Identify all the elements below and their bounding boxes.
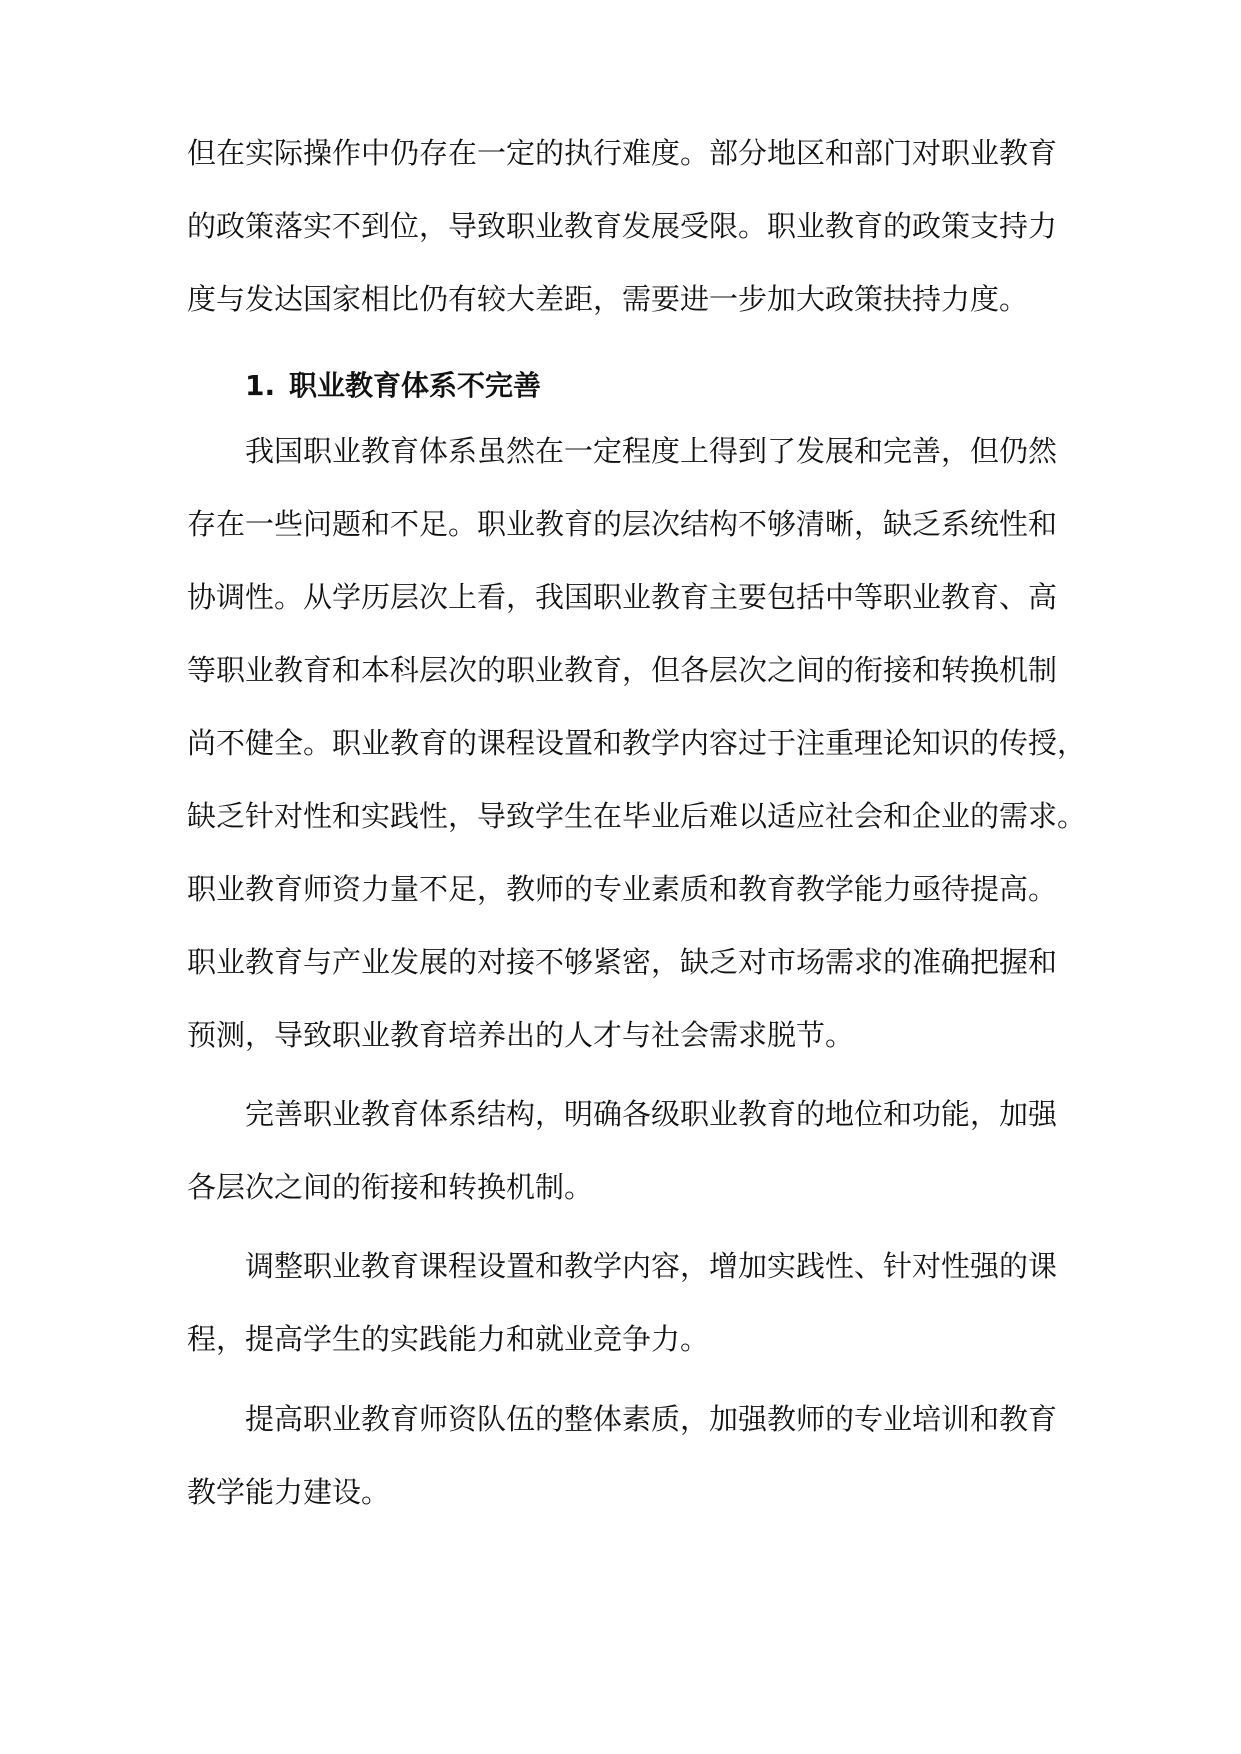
paragraph-2-line-1: 完善职业教育体系结构，明确各级职业教育的地位和功能，加强 xyxy=(245,1097,1058,1131)
paragraph-1-line-2: 存在一些问题和不足。职业教育的层次结构不够清晰，缺乏系统性和 xyxy=(187,507,1058,541)
paragraph-1-line-8: 职业教育与产业发展的对接不够紧密，缺乏对市场需求的准确把握和 xyxy=(187,945,1058,979)
paragraph-1-line-6: 缺乏针对性和实践性，导致学生在毕业后难以适应社会和企业的需求。 xyxy=(187,799,1087,833)
section-heading-number: 1. xyxy=(245,369,276,402)
paragraph-2-line-2: 各层次之间的衔接和转换机制。 xyxy=(187,1170,594,1204)
paragraph-3-line-1: 调整职业教育课程设置和教学内容，增加实践性、针对性强的课 xyxy=(245,1249,1058,1283)
paragraph-1-line-7: 职业教育师资力量不足，教师的专业素质和教育教学能力亟待提高。 xyxy=(187,872,1058,906)
paragraph-4-line-1: 提高职业教育师资队伍的整体素质，加强教师的专业培训和教育 xyxy=(245,1402,1058,1436)
section-heading-title: 职业教育体系不完善 xyxy=(289,369,542,402)
intro-line-3: 度与发达国家相比仍有较大差距，需要进一步加大政策扶持力度。 xyxy=(187,282,1029,316)
paragraph-4-line-2: 教学能力建设。 xyxy=(187,1475,391,1509)
paragraph-1-line-4: 等职业教育和本科层次的职业教育，但各层次之间的衔接和转换机制 xyxy=(187,653,1058,687)
paragraph-1-line-1: 我国职业教育体系虽然在一定程度上得到了发展和完善，但仍然 xyxy=(245,434,1058,468)
paragraph-1-line-9: 预测，导致职业教育培养出的人才与社会需求脱节。 xyxy=(187,1018,855,1052)
intro-line-2: 的政策落实不到位，导致职业教育发展受限。职业教育的政策支持力 xyxy=(187,209,1058,243)
intro-line-1: 但在实际操作中仍存在一定的执行难度。部分地区和部门对职业教育 xyxy=(187,136,1058,170)
paragraph-1-line-3: 协调性。从学历层次上看，我国职业教育主要包括中等职业教育、高 xyxy=(187,580,1058,614)
paragraph-1-line-5: 尚不健全。职业教育的课程设置和教学内容过于注重理论知识的传授， xyxy=(187,726,1087,760)
section-heading xyxy=(245,366,541,406)
paragraph-3-line-2: 程，提高学生的实践能力和就业竞争力。 xyxy=(187,1322,710,1356)
